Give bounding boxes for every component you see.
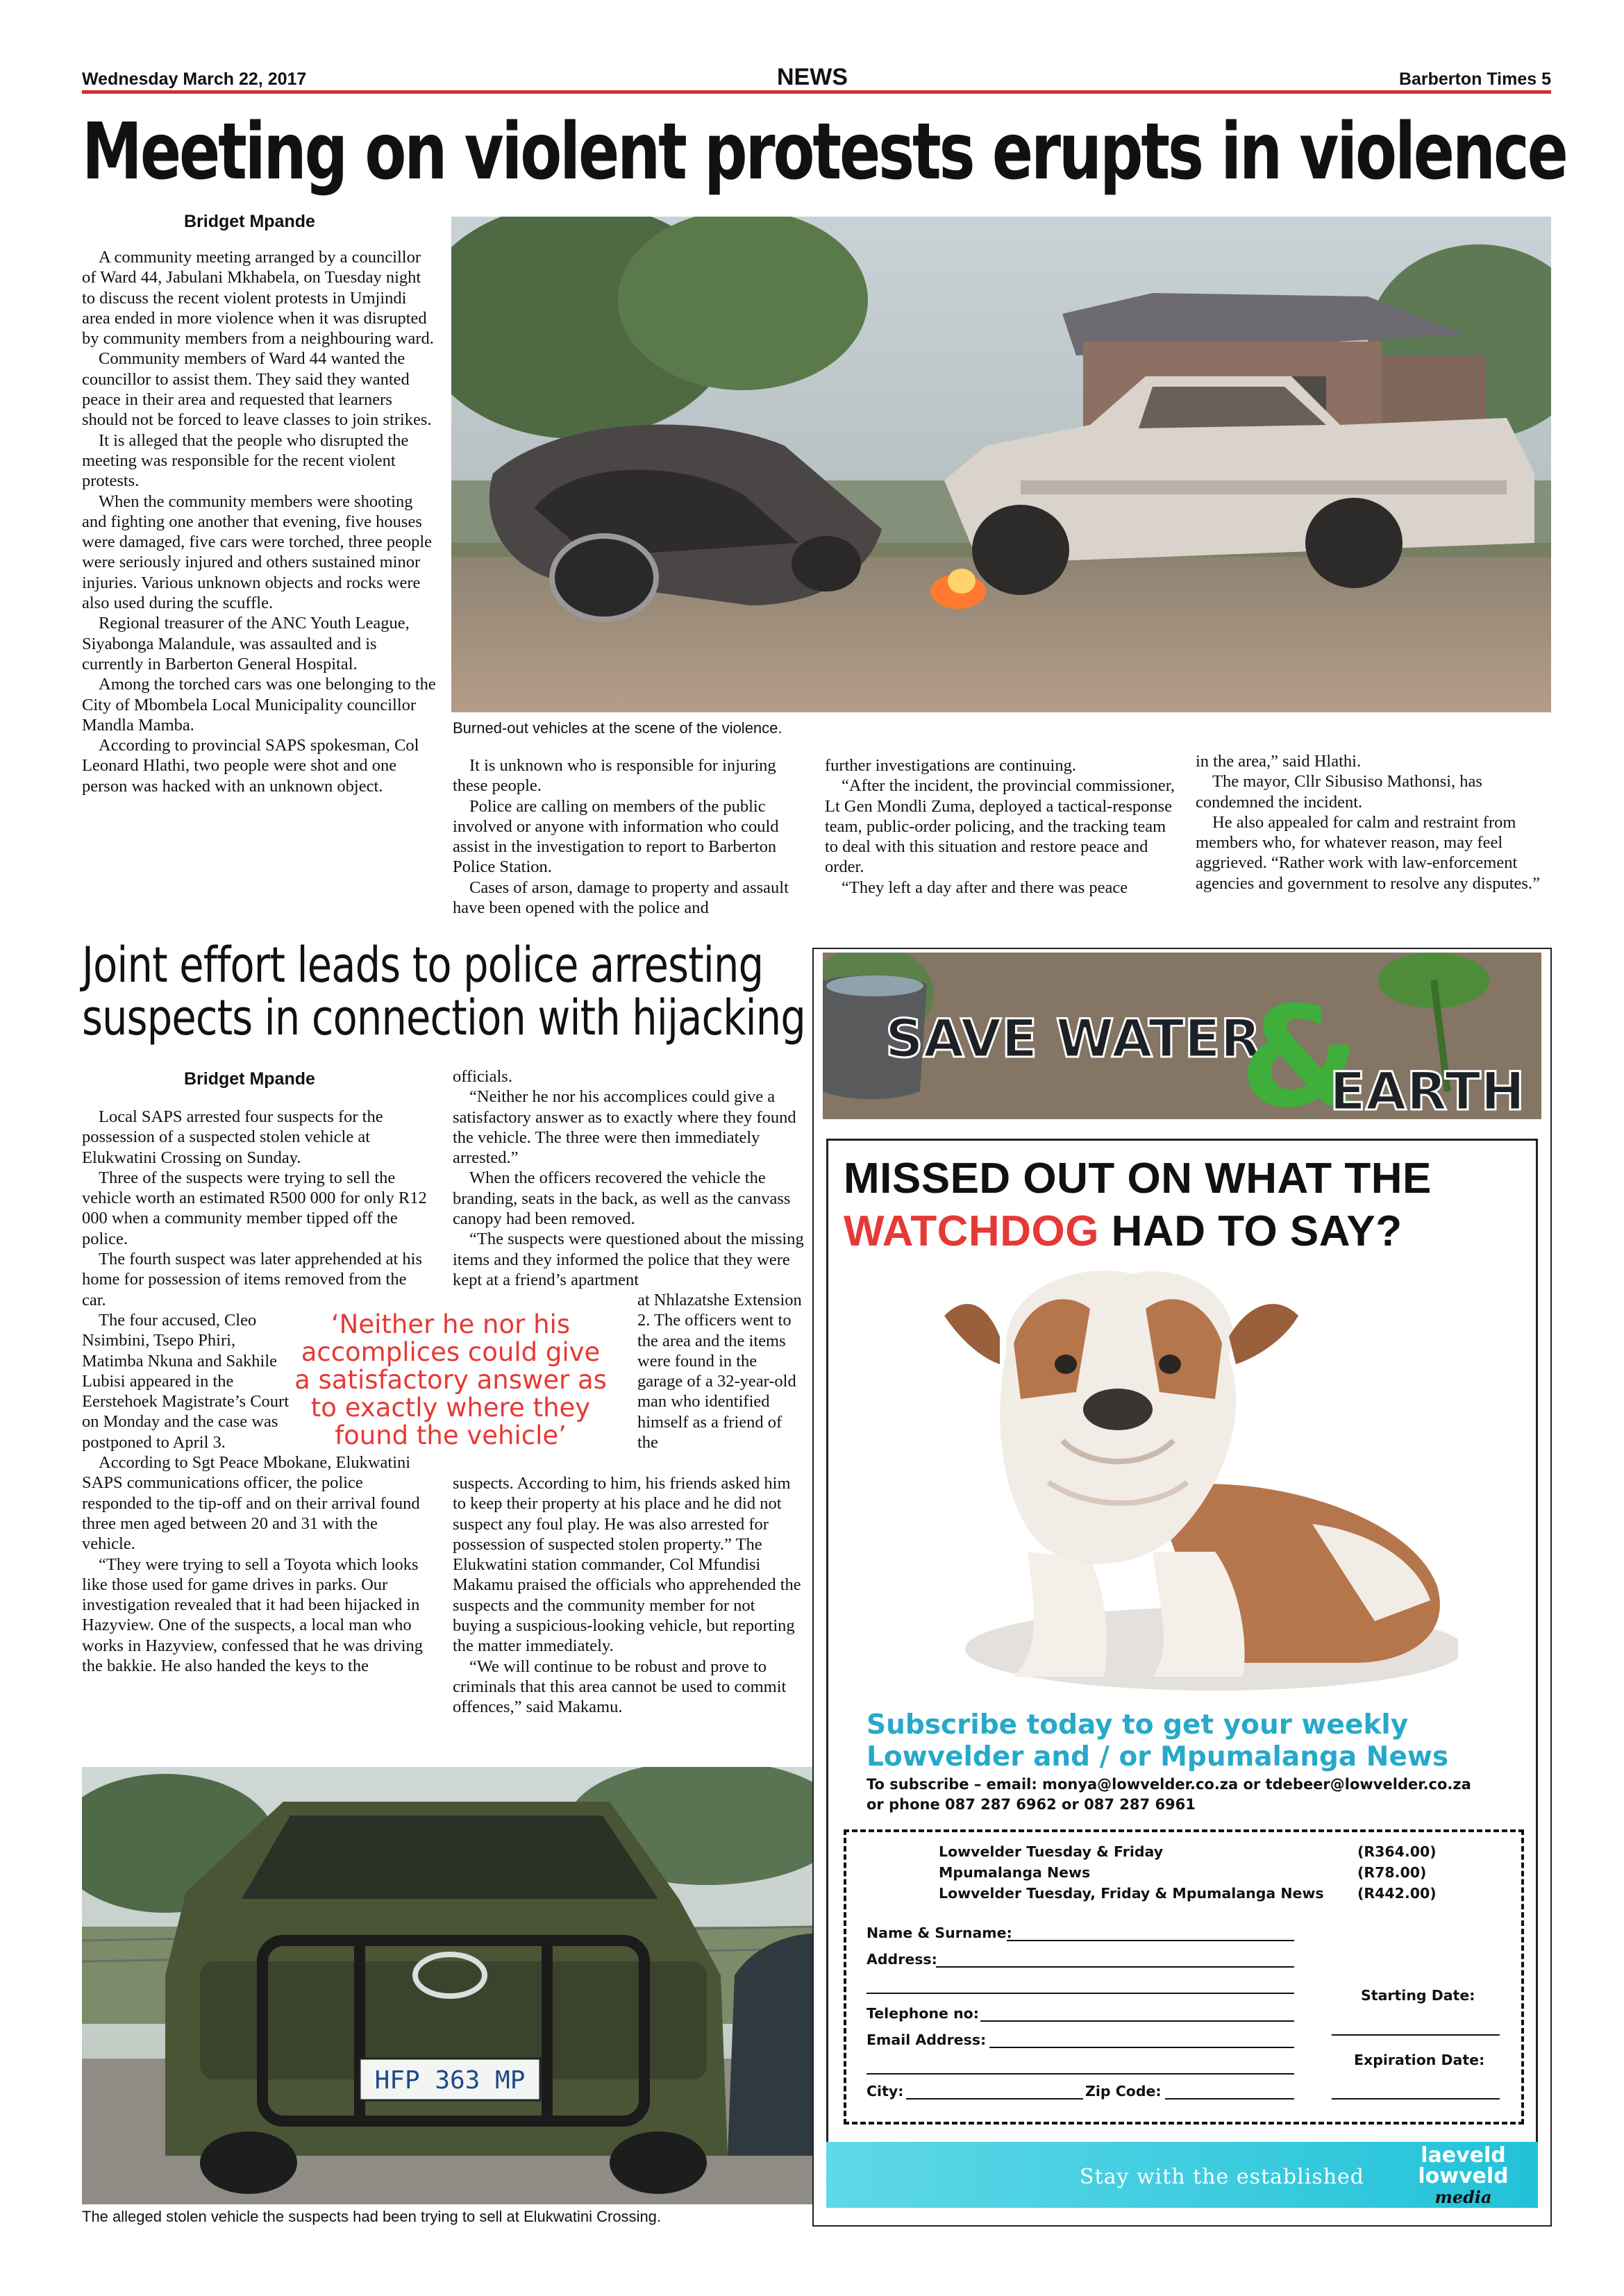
subscribe-line1: Subscribe today to get your weekly bbox=[867, 1709, 1409, 1741]
article2-headline-line1: Joint effort leads to police arresting bbox=[82, 937, 764, 994]
paragraph: “Neither he nor his accomplices could give a satisfactory answer as to exactly where they found the vehicle. The three were then immediately arrested.” bbox=[453, 1087, 796, 1168]
subscribe-heading bbox=[867, 1709, 1448, 1773]
field-address-label: Address: bbox=[867, 1951, 937, 1968]
article1-headline: Meeting on violent protests erupts in violence bbox=[82, 107, 1566, 197]
article2-column-2-bottom bbox=[453, 1473, 805, 1718]
paragraph: Regional treasurer of the ANC Youth League, Siyabonga Malandule, was assaulted and is currently in Barberton General Hospital. bbox=[82, 614, 410, 673]
pull-quote: ‘Neither he nor his accomplices could give a satisfactory answer as to exactly where they found the vehicle’ bbox=[294, 1309, 607, 1450]
article2-byline: Bridget Mpande bbox=[184, 1069, 315, 1089]
article1-column-3 bbox=[825, 755, 1178, 898]
header-date: Wednesday March 22, 2017 bbox=[82, 69, 307, 89]
address-input-line[interactable] bbox=[936, 1966, 1294, 1968]
header-page-label: Barberton Times 5 bbox=[1398, 69, 1551, 89]
paragraph: Community members of Ward 44 wanted the councillor to assist them. They said they wanted peace in their area and requested that learners should not be forced to leave classes to join strikes. bbox=[82, 349, 432, 430]
paragraph: Cases of arson, damage to property and assault have been opened with the police and bbox=[453, 878, 789, 918]
paragraph: A community meeting arranged by a councillor of Ward 44, Jabulani Mkhabela, on Tuesday night to discuss the recent violent protests in Umjindi area ended in more violence when it was disrupted by community members from a neighbouring ward. bbox=[82, 248, 434, 349]
contact-phone: or phone 087 287 6962 or 087 287 6961 bbox=[867, 1796, 1196, 1813]
burned-vehicles-photo bbox=[451, 217, 1551, 712]
paragraph: “They were trying to sell a Toyota which looks like those used for game drives in parks. Our investigation revealed that it had been hijacked in Hazyview. One of the suspects, a local man who works in Hazyview, confessed that he was driving the bakkie. He also handed the keys to the bbox=[82, 1555, 424, 1676]
article2-headline bbox=[82, 937, 805, 1046]
photo2-caption: The alleged stolen vehicle the suspects had been trying to sell at Elukwatini Crossing. bbox=[82, 2208, 662, 2225]
missed-line2-rest: HAD TO SAY? bbox=[1098, 1207, 1403, 1255]
city-input-line[interactable] bbox=[906, 2098, 1083, 2100]
paragraph: Local SAPS arrested four suspects for the possession of a suspected stolen vehicle at Elukwatini Crossing on Sunday. bbox=[82, 1107, 383, 1167]
header-section: NEWS bbox=[777, 64, 848, 90]
field-expiration-label: Expiration Date: bbox=[1354, 2052, 1485, 2068]
paragraph: When the officers recovered the vehicle the branding, seats in the back, as well as the canvass canopy had been removed. bbox=[453, 1168, 791, 1229]
paragraph: Police are calling on members of the public involved or anyone with information who could assist in the investigation to report to Barberton Police Station. bbox=[453, 796, 779, 877]
email-input-line-2[interactable] bbox=[867, 2073, 1294, 2075]
article2-column-2-top bbox=[453, 1066, 805, 1290]
paragraph: Three of the suspects were trying to sell the vehicle worth an estimated R500 000 for only R12 000 when a community member tipped off the police. bbox=[82, 1168, 427, 1248]
article1-byline: Bridget Mpande bbox=[184, 212, 315, 231]
banner-save-water: SAVE WATER bbox=[885, 1007, 1262, 1069]
save-water-banner bbox=[823, 953, 1541, 1119]
starting-date-input-line[interactable] bbox=[1332, 2034, 1500, 2036]
paragraph: The four accused, Cleo Nsimbini, Tsepo Phiri, Matimba Nkuna and Sakhile Lubisi appeared in the Eerstehoek Magistrate’s Court on Monday and the case was postponed to April 3. bbox=[82, 1310, 290, 1452]
option-label: Lowvelder Tuesday & Friday bbox=[939, 1843, 1164, 1860]
paragraph: “The suspects were questioned about the missing items and they informed the police that they were kept at a friend’s apartment bbox=[453, 1230, 804, 1289]
field-email-label: Email Address: bbox=[867, 2031, 987, 2048]
paragraph: further investigations are continuing. bbox=[825, 756, 1076, 775]
license-plate: HFP 363 MP bbox=[374, 2066, 526, 2095]
photo1-caption: Burned-out vehicles at the scene of the violence. bbox=[453, 719, 782, 737]
paragraph: According to Sgt Peace Mbokane, Elukwatini SAPS communications officer, the police responded to the tip-off and on their arrival found three men aged between 20 and 31 with the vehicle. bbox=[82, 1453, 420, 1554]
expiration-date-input-line[interactable] bbox=[1332, 2098, 1500, 2100]
paragraph: officials. bbox=[453, 1067, 512, 1086]
article1-column-1 bbox=[82, 247, 436, 796]
paragraph: He also appealed for calm and restraint from members who, for whatever reason, may feel aggrieved. “Rather work with law-enforcement agencies and government to resolve any disputes.” bbox=[1196, 812, 1540, 893]
footer-slogan: Stay with the established bbox=[1080, 2165, 1364, 2189]
field-telephone-label: Telephone no: bbox=[867, 2005, 979, 2022]
address-input-line-2[interactable] bbox=[867, 1993, 1294, 1994]
name-input-line[interactable] bbox=[1007, 1940, 1294, 1941]
telephone-input-line[interactable] bbox=[980, 2020, 1294, 2022]
paragraph: at Nhlazatshe Extension 2. The officers went to the area and the items were found in the garage of a 32-year-old man who identified himself as a friend of the bbox=[637, 1291, 802, 1452]
option-label: Mpumalanga News bbox=[939, 1864, 1091, 1881]
missed-line1: MISSED OUT ON WHAT THE bbox=[844, 1155, 1432, 1203]
subscribe-line2: Lowvelder and / or Mpumalanga News bbox=[867, 1741, 1449, 1773]
zip-input-line[interactable] bbox=[1165, 2098, 1294, 2100]
logo-laeveld: laeveld bbox=[1421, 2143, 1506, 2168]
subscribe-contact bbox=[867, 1775, 1471, 1815]
paragraph: The fourth suspect was later apprehended at his home for possession of items removed from the car. bbox=[82, 1250, 423, 1309]
option-price: (R364.00) bbox=[1357, 1843, 1437, 1860]
paragraph: suspects. According to him, his friends asked him to keep their property at his place and he did not suspect any foul play. He was also arrested for possession of suspected stolen property.” The Elukwatini station commander, Col Mfundisi Makamu praised the officials who apprehended the suspects and the community member for not buying a suspicious-looking vehicle, but reporting the matter immediately. bbox=[453, 1474, 801, 1656]
paragraph: It is alleged that the people who disrupted the meeting was responsible for the recent violent protests. bbox=[82, 430, 409, 491]
contact-email: To subscribe – email: monya@lowvelder.co.za or tdebeer@lowvelder.co.za bbox=[867, 1776, 1471, 1793]
paragraph: in the area,” said Hlathi. bbox=[1196, 752, 1362, 771]
option-price: (R442.00) bbox=[1357, 1885, 1437, 1902]
paragraph: Among the torched cars was one belonging to the City of Mbombela Local Municipality councillor Mandla Mamba. bbox=[82, 675, 436, 735]
stolen-vehicle-photo bbox=[82, 1767, 812, 2204]
bulldog-image bbox=[923, 1260, 1458, 1704]
email-input-line[interactable] bbox=[989, 2047, 1294, 2048]
paragraph: “We will continue to be robust and prove to criminals that this area cannot be used to commit offences,” said Makamu. bbox=[453, 1657, 787, 1717]
paragraph: “After the incident, the provincial commissioner, Lt Gen Mondli Zuma, deployed a tactical-response team, public-order policing, and the tracking team to deal with this situation and restore peace and order. bbox=[825, 776, 1175, 877]
article1-column-2 bbox=[453, 755, 805, 918]
option-label: Lowvelder Tuesday, Friday & Mpumalanga News bbox=[939, 1885, 1324, 1902]
missed-line2 bbox=[844, 1205, 1538, 1258]
paragraph: According to provincial SAPS spokesman, Col Leonard Hlathi, two people were shot and one person was hacked with an unknown object. bbox=[82, 736, 419, 796]
article2-column-2-narrow bbox=[637, 1290, 805, 1452]
paragraph: The mayor, Cllr Sibusiso Mathonsi, has condemned the incident. bbox=[1196, 772, 1482, 812]
article1-column-4 bbox=[1196, 751, 1551, 894]
logo-media: media bbox=[1434, 2187, 1492, 2207]
lowveld-media-logo bbox=[1403, 2145, 1524, 2208]
paragraph: When the community members were shooting and fighting one another that evening, five houses were damaged, five cars were torched, three people were seriously injured and others sustained minor injuries. Various unknown objects and rocks were also used during the scuffle. bbox=[82, 492, 433, 613]
paragraph: It is unknown who is responsible for injuring these people. bbox=[453, 756, 776, 796]
header-rule bbox=[82, 90, 1551, 94]
article2-headline-line2: suspects in connection with hijacking bbox=[82, 989, 805, 1046]
field-name-label: Name & Surname: bbox=[867, 1925, 1012, 1941]
paragraph: “They left a day after and there was peace bbox=[842, 878, 1128, 897]
option-price: (R78.00) bbox=[1357, 1864, 1427, 1881]
field-zip-label: Zip Code: bbox=[1085, 2083, 1162, 2100]
banner-earth: EARTH bbox=[1330, 1060, 1525, 1119]
banner-ampersand: & bbox=[1239, 977, 1361, 1119]
field-city-label: City: bbox=[867, 2083, 904, 2100]
watchdog-word: WATCHDOG bbox=[844, 1207, 1099, 1255]
missed-out-heading bbox=[844, 1153, 1538, 1258]
logo-lowveld: lowveld bbox=[1418, 2164, 1509, 2188]
field-starting-label: Starting Date: bbox=[1361, 1987, 1475, 2004]
